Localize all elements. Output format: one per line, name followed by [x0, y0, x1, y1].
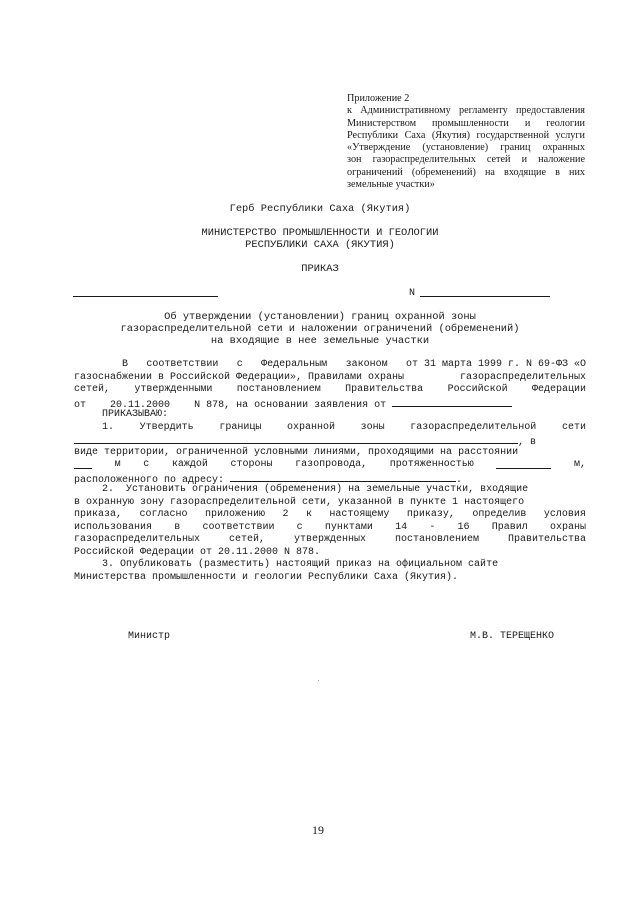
text-segment: газораспределительной — [410, 421, 537, 433]
text-segment: соответствии — [146, 359, 219, 370]
order-title: ПРИКАЗ — [301, 263, 339, 275]
text-segment: Правил — [491, 521, 528, 533]
text-segment: с — [236, 359, 243, 370]
text-segment: 1. — [102, 421, 115, 433]
text-segment: , в — [518, 437, 537, 448]
appendix-line: Министерством промышленности и геологии — [347, 117, 585, 129]
text-segment: определив — [472, 509, 527, 520]
text-segment: охранной — [286, 421, 335, 433]
signatory-position: Министр — [128, 631, 171, 642]
item3-line: 3. Опубликовать (разместить) настоящий приказ на официальном сайте — [102, 559, 499, 570]
number-blank-line — [420, 296, 550, 297]
text-segment: каждой — [171, 459, 208, 470]
text-segment: Правительства — [507, 534, 586, 545]
item3-line: Министерства промышленности и геологии Республики Саха (Якутия). — [74, 571, 459, 583]
text-segment: утвержденных — [293, 534, 366, 545]
item2-line — [74, 509, 586, 522]
text-segment: Правительства — [345, 384, 424, 395]
text-segment: пунктами — [324, 521, 373, 533]
text-segment: - — [429, 521, 436, 533]
text-segment: Федеральным — [261, 359, 328, 370]
text-segment: с — [296, 521, 303, 533]
signatory-name: М.В. ТЕРЕЩЕНКО — [470, 631, 555, 642]
text-segment: согласно — [139, 509, 188, 520]
appendix-line: «Утверждение (установление) границ охранных — [347, 142, 585, 154]
preamble-line — [74, 359, 586, 372]
subject-line3: на входящие в нее земельные участки — [210, 335, 430, 347]
appendix-line: зон газораспределительных сетей и наложение — [347, 154, 585, 166]
text-segment: газораспределительных — [459, 371, 586, 383]
appendix-note — [347, 93, 585, 191]
text-segment: газопровода, — [295, 459, 368, 470]
preamble-line — [74, 372, 586, 385]
text-segment: использования — [74, 521, 153, 533]
text-segment: охраны — [549, 521, 586, 533]
text-segment: зоны — [360, 421, 385, 433]
number-label: N — [409, 288, 416, 299]
text-segment: с — [143, 459, 150, 470]
appendix-line: к Административному регламенту предоставления — [347, 105, 585, 117]
text-segment: газоснабжении в Российской Федерации», Правилами охраны — [74, 371, 405, 383]
preamble-line — [74, 397, 586, 410]
text-segment: приложению — [204, 509, 265, 520]
text-segment: условия — [543, 509, 586, 520]
date-blank-line — [73, 296, 218, 297]
item2-line — [74, 522, 586, 535]
text-segment: газораспределительных — [74, 534, 201, 545]
subject-line1: Об утверждении (установлении) границ охранной зоны — [164, 311, 476, 323]
text-segment: 2 — [282, 509, 289, 520]
item2-line: Российской Федерации от 20.11.2000 N 878. — [74, 546, 321, 558]
text-segment: Федерации — [531, 384, 586, 395]
text-segment: м, — [573, 459, 586, 470]
text-segment: сетей, — [74, 384, 111, 395]
text-segment: границы — [219, 421, 262, 433]
text-segment: N 878, — [194, 399, 231, 411]
text-segment: стороны — [230, 459, 273, 470]
ministry-name-line2: РЕСПУБЛИКИ САХА (ЯКУТИЯ) — [245, 239, 395, 251]
text-segment: постановлением — [236, 384, 321, 395]
text-segment: приказу, — [406, 509, 455, 520]
text-segment: 16 — [457, 521, 470, 533]
text-segment: на основании заявления от — [236, 399, 387, 411]
text-segment: сетей, — [229, 534, 266, 545]
item2-line — [74, 534, 586, 547]
text-segment: в — [174, 521, 181, 533]
length-blank — [496, 459, 551, 469]
text-segment: постановлением — [394, 534, 479, 545]
text-segment: В — [122, 359, 129, 370]
item2-line: в охранную зону газораспределительной сети, указанной в пункте 1 настоящего — [74, 496, 525, 508]
text-segment: законом — [345, 359, 388, 370]
text-segment: Российской — [447, 384, 508, 395]
page-number: 19 — [312, 823, 324, 837]
item1-line: виде территории, ограниченной условными линиями, проходящими на расстоянии — [74, 446, 519, 458]
text-segment: 14 — [395, 521, 408, 533]
item1-line — [74, 459, 586, 472]
appendix-line: Приложение 2 — [347, 93, 410, 104]
order-body — [74, 359, 586, 584]
text-segment: от 31 марта 1999 г. N 69-ФЗ «О — [405, 359, 586, 370]
text-segment: соответствии — [202, 521, 275, 533]
text-segment: м — [114, 459, 121, 470]
coat-of-arms-caption: Герб Республики Саха (Якутия) — [229, 203, 411, 215]
text-segment: Установить ограничения (обременения) на земельные участки, входящие — [126, 484, 529, 495]
subject-line2: газораспределительной сети и наложении ограничений (обременений) — [120, 323, 520, 335]
text-segment: утвержденными — [134, 384, 213, 395]
address-blank — [230, 472, 456, 482]
text-segment: от — [74, 399, 87, 411]
item1-line: расположенного по адресу: . — [74, 472, 586, 485]
appendix-line: ограничений (обременений) на входящие в них — [347, 166, 585, 178]
text-segment: расположенного по адресу: — [74, 474, 225, 486]
order-word: ПРИКАЗЫВАЮ: — [102, 409, 169, 420]
ministry-name-line1: МИНИСТЕРСТВО ПРОМЫШЛЕННОСТИ И ГЕОЛОГИИ — [201, 227, 439, 239]
appendix-line: земельные участки» — [347, 179, 435, 191]
text-segment: Утвердить — [139, 421, 194, 433]
application-date-blank — [392, 397, 512, 407]
text-segment: 2. — [102, 484, 115, 495]
network-name-blank — [74, 434, 518, 444]
item1-line — [74, 422, 586, 435]
distance-blank — [74, 459, 92, 469]
scan-speck — [318, 680, 319, 681]
text-segment: приказа, — [74, 509, 123, 520]
text-segment: к — [305, 509, 312, 520]
text-segment: настоящему — [329, 509, 390, 520]
text-segment: сети — [561, 421, 586, 433]
item1-line — [74, 434, 586, 447]
appendix-line: Республики Саха (Якутия) государственной услуги — [347, 129, 585, 141]
item2-line — [74, 484, 586, 497]
text-segment: 20.11.2000 — [110, 399, 171, 411]
preamble-line — [74, 384, 586, 397]
text-segment: протяженностью — [389, 459, 474, 470]
